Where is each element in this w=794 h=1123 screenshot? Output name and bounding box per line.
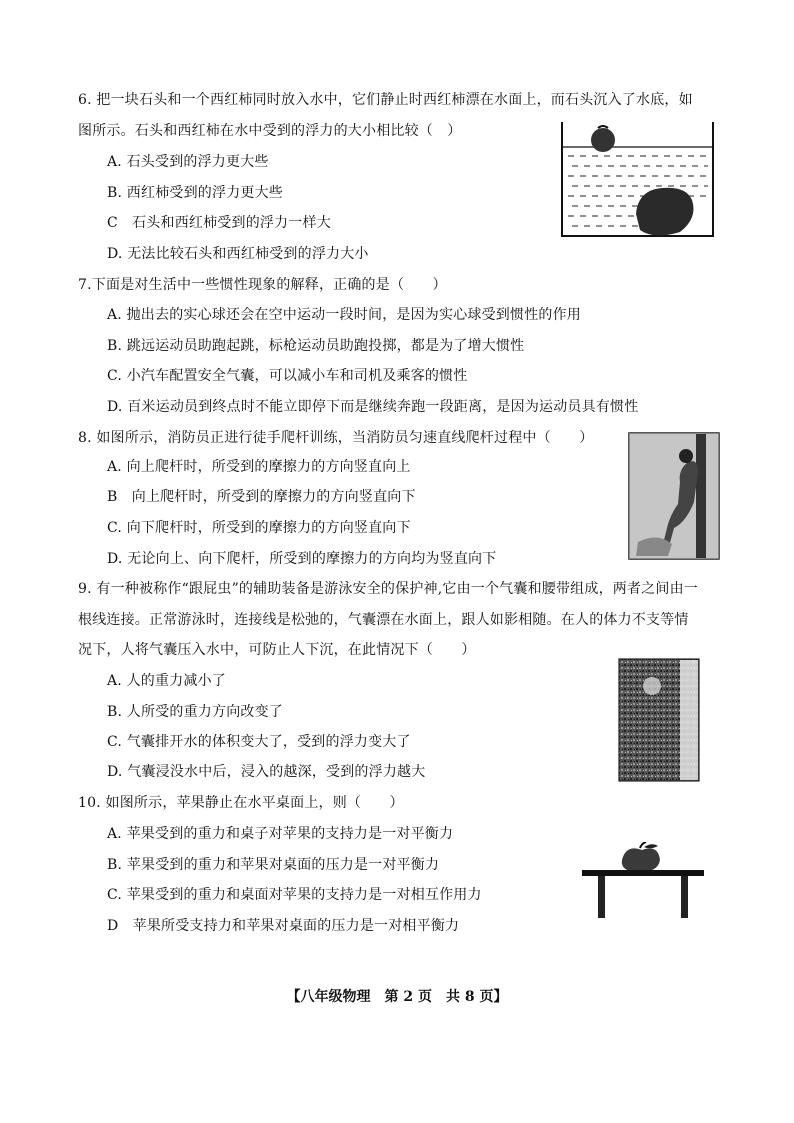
table-leg-right xyxy=(681,876,688,918)
page-footer: 【八年级物理 第 2 页 共 8 页】 xyxy=(286,989,508,1005)
q10-option-b: B. 苹果受到的重力和苹果对桌面的压力是一对平衡力 xyxy=(107,857,440,873)
q6-stem-line-1: 6. 把一块石头和一个西红柿同时放入水中，它们静止时西红柿漂在水面上，而石头沉入了水底，如 xyxy=(78,92,693,108)
q6-stem-line-2: 图所示。石头和西红柿在水中受到的浮力的大小相比较（ ） xyxy=(78,123,462,139)
q8-option-c: C. 向下爬杆时，所受到的摩擦力的方向竖直向下 xyxy=(107,520,411,536)
q9-option-c: C. 气囊排开水的体积变大了，受到的浮力变大了 xyxy=(107,734,411,750)
stone-icon xyxy=(636,188,694,236)
tomato-icon xyxy=(591,128,615,152)
q6-option-c: C 石头和西红柿受到的浮力一样大 xyxy=(107,215,331,231)
q9-option-d: D. 气囊浸没水中后，浸入的越深，受到的浮力越大 xyxy=(107,764,426,780)
q8-option-d: D. 无论向上、向下爬杆，所受到的摩擦力的方向均为竖直向下 xyxy=(107,551,497,567)
q9-option-a: A. 人的重力减小了 xyxy=(107,673,227,689)
q7-option-a: A. 抛出去的实心球还会在空中运动一段时间，是因为实心球受到惯性的作用 xyxy=(107,307,582,323)
q10-apple-table-figure xyxy=(580,842,706,920)
table-top xyxy=(582,870,704,876)
q9-option-b: B. 人所受的重力方向改变了 xyxy=(107,704,283,720)
q9-stem-line-3: 况下，人将气囊压入水中，可防止人下沉，在此情况下（ ） xyxy=(78,642,476,658)
q7-stem: 7.下面是对生活中一些惯性现象的解释，正确的是（ ） xyxy=(78,277,447,293)
q7-option-c: C. 小汽车配置安全气囊，可以减小车和司机及乘客的惯性 xyxy=(107,368,468,384)
q10-stem: 10. 如图所示，苹果静止在水平桌面上，则（ ） xyxy=(78,795,404,811)
q6-water-tank-figure xyxy=(558,118,718,242)
q8-option-a: A. 向上爬杆时，所受到的摩擦力的方向竖直向上 xyxy=(107,459,411,475)
q9-stem-line-1: 9. 有一种被称作“跟屁虫”的辅助装备是游泳安全的保护神,它由一个气囊和腰带组成，两者之间由一 xyxy=(78,581,698,597)
q10-option-d: D 苹果所受支持力和苹果对桌面的压力是一对相平衡力 xyxy=(107,918,460,934)
table-leg-left xyxy=(598,876,605,918)
q6-option-a: A. 石头受到的浮力更大些 xyxy=(107,154,269,170)
q9-stem-line-2: 根线连接。正常游泳时，连接线是松弛的，气囊漂在水面上，跟人如影相随。在人的体力不支等情 xyxy=(78,612,689,628)
q6-option-b: B. 西红柿受到的浮力更大些 xyxy=(107,185,283,201)
q8-stem: 8. 如图所示，消防员正进行徒手爬杆训练，当消防员匀速直线爬杆过程中（ ） xyxy=(78,430,594,446)
q7-option-d: D. 百米运动员到终点时不能立即停下而是继续奔跑一段距离，是因为运动员具有惯性 xyxy=(107,399,639,415)
q8-pole-climber-photo xyxy=(628,432,720,560)
apple-icon xyxy=(622,848,660,872)
q9-swimmer-photo xyxy=(618,658,700,782)
q10-option-a: A. 苹果受到的重力和桌子对苹果的支持力是一对平衡力 xyxy=(107,826,454,842)
q7-option-b: B. 跳远运动员助跑起跳，标枪运动员助跑投掷，都是为了增大惯性 xyxy=(107,338,525,354)
pole-icon xyxy=(696,434,706,558)
q10-option-c: C. 苹果受到的重力和桌面对苹果的支持力是一对相互作用力 xyxy=(107,887,482,903)
float-bag-icon xyxy=(643,677,661,695)
q8-option-b: B 向上爬杆时，所受到的摩擦力的方向竖直向下 xyxy=(107,489,416,505)
q6-option-d: D. 无法比较石头和西红柿受到的浮力大小 xyxy=(107,246,369,262)
